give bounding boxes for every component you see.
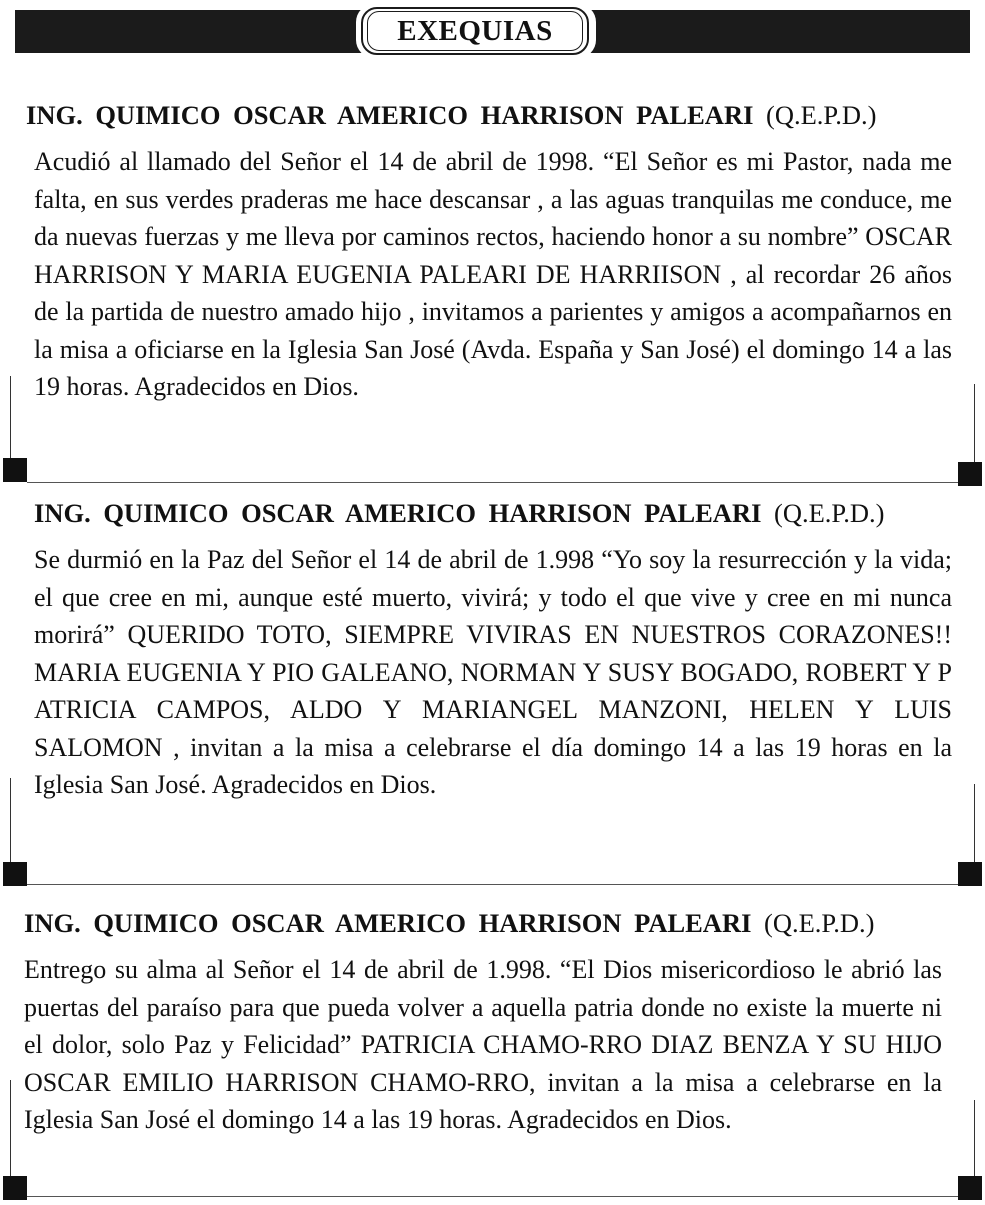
border-line-left [10, 376, 11, 460]
notice-qepd: (Q.E.P.D.) [766, 100, 877, 130]
border-line-left [10, 778, 11, 864]
corner-square [3, 862, 27, 886]
corner-square [3, 458, 27, 482]
border-line-right [974, 384, 975, 462]
divider-line [27, 482, 958, 483]
notice-qepd: (Q.E.P.D.) [774, 498, 885, 528]
notice-text: Se durmió en la Paz del Señor el 14 de abril de 1.998 “Yo soy la resurrección y la vida; el que cree en mi, aunque esté muerto, vivirá; y todo el que vive y cree en mi nunca morirá” QUERIDO TOTO, SIEMPRE VIVIRAS EN NUESTROS CORAZONES!! MARIA EUGENIA Y PIO GALEANO, NORMAN Y SUSY BOGADO, ROBERT Y P ATRICIA CAMPOS, ALDO Y MARIANGEL MANZONI, HELEN Y LUIS SALOMON , invitan a la misa a celebrarse el día domingo 14 a las 19 horas en la Iglesia San José. Agradecidos en Dios. [34, 545, 952, 799]
notice-heading [34, 498, 884, 529]
corner-square [958, 1176, 982, 1200]
notice-qepd: (Q.E.P.D.) [764, 908, 875, 938]
corner-square [3, 1176, 27, 1200]
notice-heading [24, 908, 874, 939]
notice-text: Acudió al llamado del Señor el 14 de abril de 1998. “El Señor es mi Pastor, nada me falta, en sus verdes praderas me hace descansar , a las aguas tranquilas me conduce, me da nuevas fuerzas y me lleva por caminos rectos, haciendo honor a su nombre” OSCAR HARRISON Y MARIA EUGENIA PALEARI DE HARRIISON , al recordar 26 años de la partida de nuestro amado hijo , invitamos a parientes y amigos a acompañarnos en la misa a oficiarse en la Iglesia San José (Avda. España y San José) el domingo 14 a las 19 horas. Agradecidos en Dios. [34, 147, 952, 401]
notice-text: Entrego su alma al Señor el 14 de abril de 1.998. “El Dios misericordioso le abrió las puertas del paraíso para que pueda volver a aquella patria donde no existe la muerte ni el dolor, solo Paz y Felicidad” PATRICIA CHAMO-RRO DIAZ BENZA Y SU HIJO OSCAR EMILIO HARRISON CHAMO-RRO, invitan a la misa a celebrarse en la Iglesia San José el domingo 14 a las 19 horas. Agradecidos en Dios. [24, 955, 942, 1134]
section-title: EXEQUIAS [397, 15, 553, 47]
border-line-right [974, 1100, 975, 1178]
divider-line [27, 884, 958, 885]
border-line-right [974, 784, 975, 862]
corner-square [958, 462, 982, 486]
border-line-left [10, 1080, 11, 1178]
notice-name: ING. QUIMICO OSCAR AMERICO HARRISON PALEARI [34, 498, 762, 528]
corner-square [958, 862, 982, 886]
notice-name: ING. QUIMICO OSCAR AMERICO HARRISON PALEARI [26, 100, 754, 130]
notice-heading [26, 100, 876, 131]
notice-name: ING. QUIMICO OSCAR AMERICO HARRISON PALEARI [24, 908, 752, 938]
divider-line [27, 1196, 958, 1197]
